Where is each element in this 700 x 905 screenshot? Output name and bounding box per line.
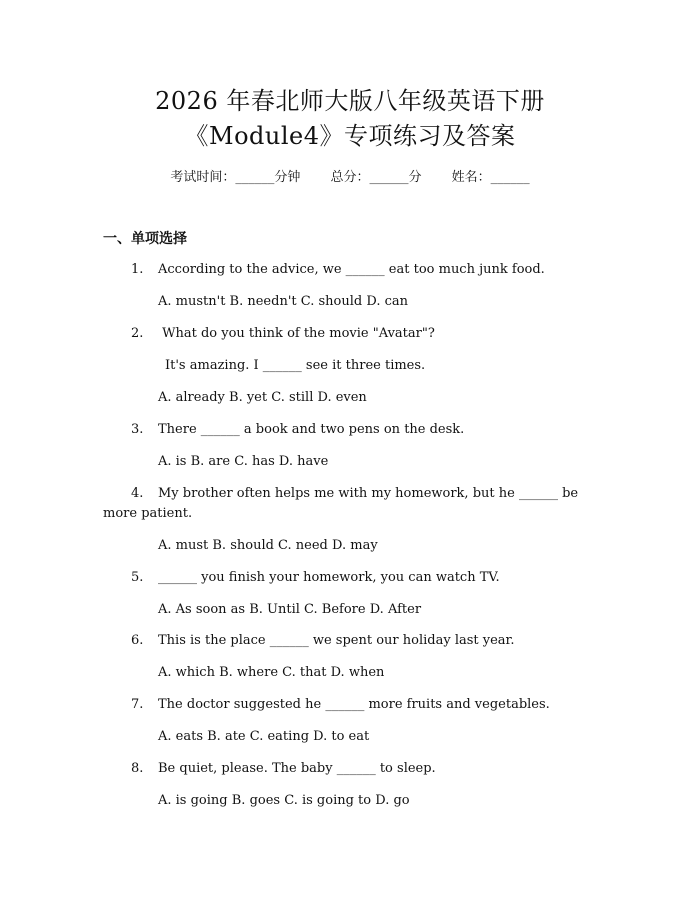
question-4-options: A. must B. should C. need D. may [158,538,378,553]
question-text: There ______ a book and two pens on the desk. [158,422,465,437]
section-heading: 一、单项选择 [103,231,187,247]
question-number: 1. [131,262,144,277]
question-7 [131,695,550,715]
question-text: This is the place ______ we spent our holiday last year. [158,633,515,648]
question-1 [131,260,545,280]
question-6 [131,631,514,651]
question-number: 7. [131,697,144,712]
question-2-options: A. already B. yet C. still D. even [158,390,367,405]
question-number: 3. [131,422,144,437]
question-text: My brother often helps me with my homework, but he ______ be [158,486,579,501]
exam-score: 总分：______分 [330,170,422,185]
question-4 [131,484,578,504]
question-8 [131,759,436,779]
question-5-options: A. As soon as B. Until C. Before D. After [158,602,422,617]
question-text: What do you think of the movie "Avatar"? [158,326,435,341]
question-number: 5. [131,570,144,585]
question-number: 6. [131,633,144,648]
question-text: The doctor suggested he ______ more fruits and vegetables. [158,697,550,712]
title-line-1: 2026 年春北师大版八年级英语下册 [155,87,545,115]
question-6-options: A. which B. where C. that D. when [158,665,385,680]
title-line-2: 《Module4》专项练习及答案 [184,122,516,150]
question-7-options: A. eats B. ate C. eating D. to eat [158,729,370,744]
exam-meta [0,168,700,188]
question-text: Be quiet, please. The baby ______ to sleep. [158,761,436,776]
exam-name: 姓名：______ [451,170,530,185]
question-3-options: A. is B. are C. has D. have [158,454,329,469]
question-5 [131,568,500,588]
question-3 [131,420,464,440]
exam-time: 考试时间：______分钟 [170,170,301,185]
question-number: 2. [131,326,144,341]
question-2-reply: It's amazing. I ______ see it three times. [165,358,426,373]
question-text: According to the advice, we ______ eat too much junk food. [158,262,545,277]
question-1-options: A. mustn't B. needn't C. should D. can [158,294,408,309]
question-2 [131,324,435,344]
question-text: ______ you finish your homework, you can watch TV. [158,570,500,585]
question-8-options: A. is going B. goes C. is going to D. go [158,793,410,808]
question-number: 4. [131,486,144,501]
question-4-continued: more patient. [103,506,193,521]
question-number: 8. [131,761,144,776]
